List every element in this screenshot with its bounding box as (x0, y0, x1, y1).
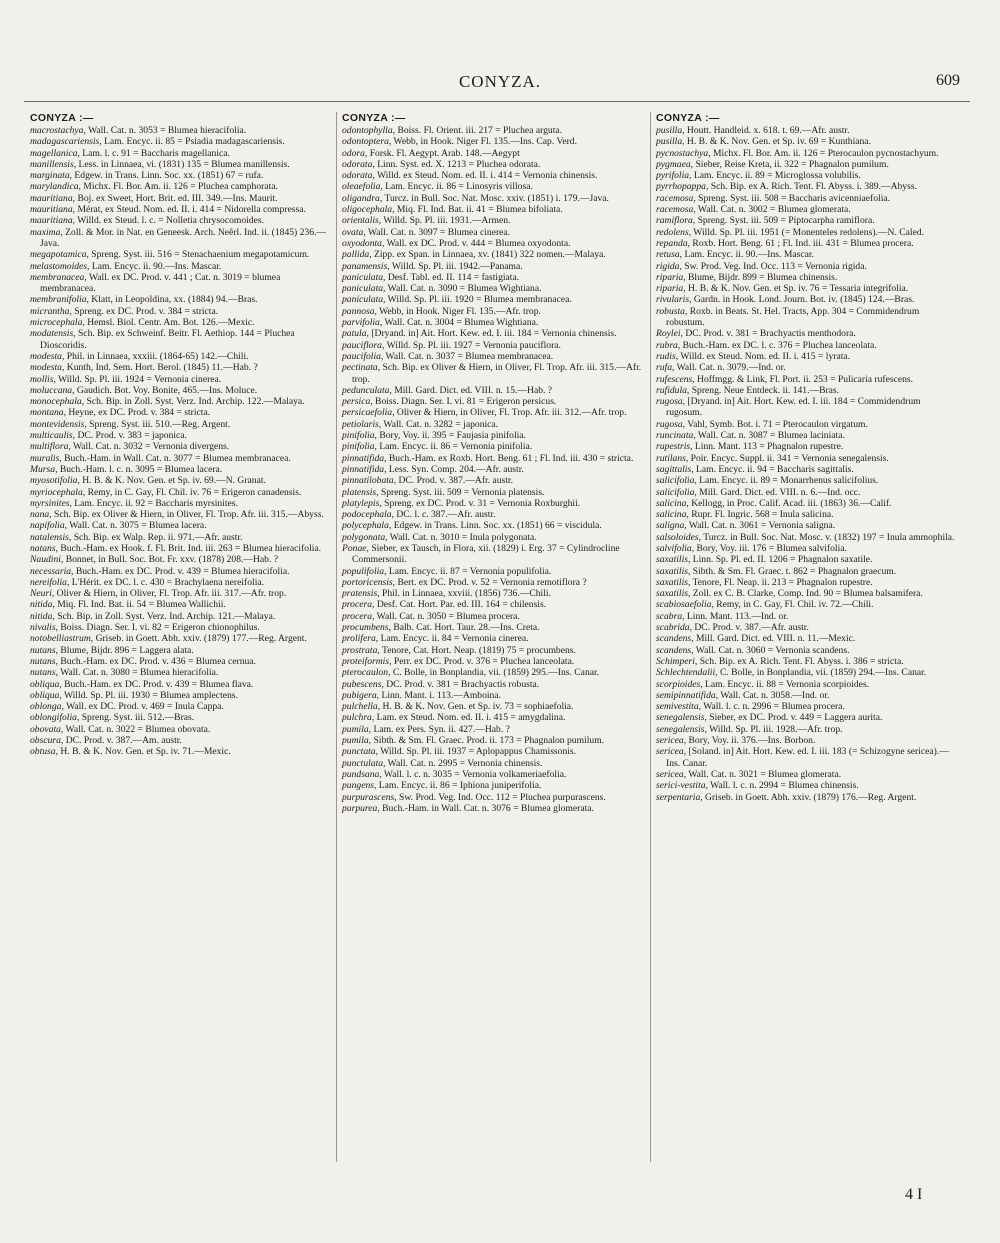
entry-list (656, 125, 956, 803)
index-entry: pundsana, Wall. l. c. n. 3035 = Vernonia volkameriaefolia. (342, 768, 567, 780)
index-entry: orientalis, Willd. Sp. Pl. iii. 1931.—Armen. (342, 215, 511, 227)
index-entry: rutilans, Poir. Encyc. Suppl. ii. 341 = Vernonia senegalensis. (656, 452, 889, 464)
index-entry: oblonga, Wall. ex DC. Prod. v. 469 = Inula Cappa. (30, 701, 224, 713)
index-entry: ovata, Wall. Cat. n. 3097 = Blumea cinerea. (342, 226, 511, 238)
index-entry: sericea, Wall. Cat. n. 3021 = Blumea glomerata. (656, 768, 842, 780)
index-entry: muralis, Buch.-Ham. in Wall. Cat. n. 3077 = Blumea membranacea. (30, 452, 291, 464)
index-entry: scabra, Linn. Mant. 113.—Ind. or. (656, 610, 789, 622)
column-heading: CONYZA :— (342, 112, 406, 124)
index-entry: modesta, Kunth, Ind. Sem. Hort. Berol. (1845) 11.—Hab. ? (30, 362, 258, 374)
index-entry: mollis, Willd. Sp. Pl. iii. 1924 = Vernonia cinerea. (30, 373, 222, 385)
index-entry: petiolaris, Wall. Cat. n. 3282 = japonica. (342, 418, 499, 430)
column-divider (650, 112, 651, 1162)
index-entry: saxatilis, Linn. Sp. Pl. ed. II. 1206 = Phagnalon saxatile. (656, 554, 873, 566)
index-entry: pectinata, Sch. Bip. ex Oliver & Hiern, in Oliver, Fl. Trop. Afr. iii. 315.—Afr. trop. (342, 362, 642, 385)
index-entry: myrsinites, Lam. Encyc. ii. 92 = Baccharis myrsinites. (30, 497, 238, 509)
running-head: CONYZA. (458, 72, 542, 91)
index-entry: micrantha, Spreng. ex DC. Prod. v. 384 = stricta. (30, 305, 219, 317)
index-entry: rufidula, Spreng. Neue Entdeck. ii. 141.—Bras. (656, 384, 840, 396)
index-entry: prostrata, Tenore, Cat. Hort. Neap. (1819) 75 = procumbens. (342, 644, 576, 656)
index-entry: pratensis, Phil. in Linnaea, xxviii. (1856) 736.—Chili. (342, 588, 551, 600)
index-entry: pusilla, H. B. & K. Nov. Gen. et Sp. iv. 69 = Kunthiana. (656, 136, 871, 148)
index-entry: oleaefolia, Lam. Encyc. ii. 86 = Linosyris villosa. (342, 181, 533, 193)
index-entry: sericea, Bory, Voy. ii. 376.—Ins. Borbon. (656, 735, 816, 747)
index-entry: obliqua, Willd. Sp. Pl. iii. 1930 = Blumea amplectens. (30, 689, 238, 701)
index-entry: pygmaea, Sieber, Reise Kreta, ii. 322 = Phagnalon pumilum. (656, 158, 889, 170)
header-rule (24, 101, 970, 102)
index-entry: persica, Boiss. Diagn. Ser. I. vi. 81 = Erigeron persicus. (342, 396, 557, 408)
index-entry: obovata, Wall. Cat. n. 3022 = Blumea obovata. (30, 723, 211, 735)
entry-list (342, 125, 644, 814)
index-entry: mauritiana, Mérat, ex Steud. Nom. ed. II. i. 414 = Nidorella compressa. (30, 204, 306, 216)
index-entry: rufa, Wall. Cat. n. 3079.—Ind. or. (656, 362, 786, 374)
index-entry: paniculata, Wall. Cat. n. 3090 = Blumea Wightiana. (342, 283, 542, 295)
index-entry: salvifolia, Bory, Voy. iii. 176 = Blumea salvifolia. (656, 542, 847, 554)
index-entry: nivalis, Boiss. Diagn. Ser. I. vi. 82 = Erigeron chionophilus. (30, 622, 260, 634)
index-entry: maxima, Zoll. & Mor. in Nat. en Geneesk. Arch. Neêrl. Ind. ii. (1845) 236.—Java. (30, 226, 327, 249)
index-entry: Schlechtendalii, C. Bolle, in Bonplandia, vii. (1859) 294.—Ins. Canar. (656, 667, 927, 679)
index-entry: rigida, Sw. Prod. Veg. Ind. Occ. 113 = Vernonia rigida. (656, 260, 867, 272)
index-entry: scandens, Wall. Cat. n. 3060 = Vernonia scandens. (656, 644, 850, 656)
column-1 (30, 112, 330, 758)
index-entry: obtusa, H. B. & K. Nov. Gen. et Sp. iv. 71.—Mexic. (30, 746, 231, 758)
index-entry: platylepis, Spreng. ex DC. Prod. v. 31 = Vernonia Roxburghii. (342, 497, 581, 509)
index-entry: modesta, Phil. in Linnaea, xxxiii. (1864-65) 142.—Chili. (30, 350, 249, 362)
index-entry: salicina, Kellogg, in Proc. Calif. Acad. iii. (1863) 36.—Calif. (656, 497, 892, 509)
index-entry: pterocaulon, C. Bolle, in Bonplandia, vii. (1859) 295.—Ins. Canar. (342, 667, 600, 679)
index-entry: panamensis, Willd. Sp. Pl. iii. 1942.—Panama. (342, 260, 523, 272)
index-entry: rubra, Buch.-Ham. ex DC. l. c. 376 = Pluchea lanceolata. (656, 339, 877, 351)
index-entry: Naudini, Bonnet, in Bull. Soc. Bot. Fr. xxv. (1878) 208.—Hab. ? (30, 554, 279, 566)
index-entry: persicaefolia, Oliver & Hiern, in Oliver, Fl. Trop. Afr. iii. 312.—Afr. trop. (342, 407, 627, 419)
index-entry: pungens, Lam. Encyc. ii. 86 = Iphiona juniperifolia. (342, 780, 542, 792)
index-entry: nutans, Blume, Bijdr. 896 = Laggera alata. (30, 644, 194, 656)
index-entry: pumila, Lam. ex Pers. Syn. ii. 427.—Hab. ? (342, 723, 510, 735)
index-entry: multiflora, Wall. Cat. n. 3032 = Vernonia divergens. (30, 441, 230, 453)
index-entry: polycephala, Edgew. in Trans. Linn. Soc. xx. (1851) 66 = viscidula. (342, 520, 602, 532)
index-entry: racemosa, Wall. Cat. n. 3002 = Blumea glomerata. (656, 204, 851, 216)
index-entry: sagittalis, Lam. Encyc. ii. 94 = Baccharis sagittalis. (656, 463, 854, 475)
index-entry: pinnatifida, Less. Syn. Comp. 204.—Afr. austr. (342, 463, 524, 475)
index-entry: necessaria, Buch.-Ham. ex DC. Prod. v. 439 = Blumea hieracifolia. (30, 565, 290, 577)
column-divider (336, 112, 337, 1162)
index-entry: montana, Heyne, ex DC. Prod. v. 384 = stricta. (30, 407, 211, 419)
page-number: 609 (936, 72, 960, 89)
index-entry: paucifolia, Wall. Cat. n. 3037 = Blumea membranacea. (342, 350, 554, 362)
index-entry: riparia, Blume, Bijdr. 899 = Blumea chinensis. (656, 271, 838, 283)
index-entry: rufescens, Hoffmgg. & Link, Fl. Port. ii. 253 = Pulicaria rufescens. (656, 373, 914, 385)
index-entry: obscura, DC. Prod. v. 387.—Am. austr. (30, 735, 182, 747)
index-entry: pinnatilobata, DC. Prod. v. 387.—Afr. austr. (342, 475, 514, 487)
index-entry: rivularis, Gardn. in Hook. Lond. Journ. Bot. iv. (1845) 124.—Bras. (656, 294, 915, 306)
index-entry: nitida, Sch. Bip. in Zoll. Syst. Verz. Ind. Archip. 121.—Malaya. (30, 610, 276, 622)
index-entry: Mursa, Buch.-Ham. l. c. n. 3095 = Blumea lacera. (30, 463, 223, 475)
index-entry: oxyodonta, Wall. ex DC. Prod. v. 444 = Blumea oxyodonta. (342, 237, 571, 249)
index-entry: myriocephala, Remy, in C. Gay, Fl. Chil. iv. 76 = Erigeron canadensis. (30, 486, 302, 498)
index-entry: purpurea, Buch.-Ham. in Wall. Cat. n. 3076 = Blumea glomerata. (342, 802, 594, 814)
index-entry: mauritiana, Willd. ex Steud. l. c. = Nolletia chrysocomoides. (30, 215, 265, 227)
index-entry: paniculata, Willd. Sp. Pl. iii. 1920 = Blumea membranacea. (342, 294, 572, 306)
entry-list (30, 125, 330, 758)
index-entry: ramiflora, Spreng. Syst. iii. 509 = Piptocarpha ramiflora. (656, 215, 875, 227)
index-entry: procera, Wall. Cat. n. 3050 = Blumea procera. (342, 610, 520, 622)
index-entry: saxatilis, Tenore, Fl. Neap. ii. 213 = Phagnalon rupestre. (656, 576, 873, 588)
index-entry: salicifolia, Lam. Encyc. ii. 89 = Monarrhenus salicifolius. (656, 475, 879, 487)
index-entry: serici-vestita, Wall. l. c. n. 2994 = Blumea chinensis. (656, 780, 859, 792)
index-entry: pauciflora, Willd. Sp. Pl. iii. 1927 = Vernonia pauciflora. (342, 339, 561, 351)
index-entry: pinifolia, Bory, Voy. ii. 395 = Faujasia pinifolia. (342, 430, 526, 442)
index-entry: odorata, Linn. Syst. ed. X. 1213 = Pluchea odorata. (342, 158, 541, 170)
index-entry: montevidensis, Spreng. Syst. iii. 510.—Reg. Argent. (30, 418, 231, 430)
index-entry: proteiformis, Perr. ex DC. Prod. v. 376 = Pluchea lanceolata. (342, 655, 575, 667)
index-entry: nutans, Wall. Cat. n. 3080 = Blumea hieracifolia. (30, 667, 219, 679)
index-entry: robusta, Roxb. in Beats. St. Hel. Tracts, App. 304 = Commidendrum robustum. (656, 305, 920, 329)
index-entry: megapotamica, Spreng. Syst. iii. 516 = Stenachaenium megapotamicum. (30, 249, 310, 261)
index-entry: natalensis, Sch. Bip. ex Walp. Rep. ii. 971.—Afr. austr. (30, 531, 243, 543)
index-entry: odontophylla, Boiss. Fl. Orient. iii. 217 = Pluchea arguta. (342, 125, 563, 136)
index-entry: pumila, Sibth. & Sm. Fl. Graec. Prod. ii. 173 = Phagnalon pumilum. (342, 735, 605, 747)
index-entry: scandens, Mill. Gard. Dict. ed. VIII. n. 11.—Mexic. (656, 633, 856, 645)
index-entry: parvifolia, Wall. Cat. n. 3004 = Blumea Wightiana. (342, 317, 539, 329)
index-entry: natans, Buch.-Ham. ex Hook. f. Fl. Brit. Ind. iii. 263 = Blumea hieracifolia. (30, 542, 322, 554)
index-entry: repanda, Roxb. Hort. Beng. 61 ; Fl. Ind. iii. 431 = Blumea procera. (656, 237, 914, 249)
index-entry: odontoptera, Webb, in Hook. Niger Fl. 135.—Ins. Cap. Verd. (342, 136, 577, 148)
index-entry: magellanica, Lam. l. c. 91 = Baccharis magellanica. (30, 147, 230, 159)
index-entry: podocephala, DC. l. c. 387.—Afr. austr. (342, 509, 496, 521)
index-entry: monocephala, Sch. Bip. in Zoll. Syst. Verz. Ind. Archip. 122.—Malaya. (30, 396, 305, 408)
index-entry: Roylei, DC. Prod. v. 381 = Brachyactis menthodora. (656, 328, 856, 340)
index-entry: membranacea, Wall. ex DC. Prod. v. 441 ; Cat. n. 3019 = blumea membranacea. (30, 271, 281, 295)
index-entry: pannosa, Webb, in Hook. Niger Fl. 135.—Afr. trop. (342, 305, 541, 317)
index-entry: odorata, Willd. ex Steud. Nom. ed. II. i. 414 = Vernonia chinensis. (342, 170, 598, 182)
index-entry: semipinnatifida, Wall. Cat. n. 3058.—Ind. or. (656, 689, 830, 701)
index-entry: rugosa, [Dryand. in] Ait. Hort. Kew. ed. I. iii. 184 = Commidendrum rugosum. (656, 396, 921, 419)
index-entry: paniculata, Desf. Tabl. ed. II. 114 = fastigiata. (342, 271, 520, 283)
index-entry: pedunculata, Mill. Gard. Dict. ed. VIII. n. 15.—Hab. ? (342, 384, 553, 396)
index-entry: polygonata, Wall. Cat. n. 3010 = Inula polygonata. (342, 531, 537, 543)
column-2 (342, 112, 644, 814)
index-entry: pulchella, H. B. & K. Nov. Gen. et Sp. iv. 73 = sophiaefolia. (342, 701, 574, 713)
index-entry: sericea, [Soland. in] Ait. Hort. Kew. ed. I. iii. 183 (= Schizogyne sericea).—Ins. Canar. (656, 746, 949, 769)
index-entry: semivestita, Wall. l. c. n. 2996 = Blumea procera. (656, 701, 845, 713)
index-entry: punctulata, Wall. Cat. n. 2995 = Vernonia chinensis. (342, 757, 543, 769)
index-entry: nereifolia, L'Hérit. ex DC. l. c. 430 = Brachylaena nereifolia. (30, 576, 265, 588)
index-entry: obliqua, Buch.-Ham. ex DC. Prod. v. 439 = Blumea flava. (30, 678, 254, 690)
index-entry: rudis, Willd. ex Steud. Nom. ed. II. i. 415 = lyrata. (656, 350, 851, 362)
column-3 (656, 112, 956, 803)
index-entry: runcinata, Wall. Cat. n. 3087 = Blumea laciniata. (656, 430, 845, 442)
index-entry: rugosa, Vahl, Symb. Bot. i. 71 = Pterocaulon virgatum. (656, 418, 868, 430)
index-entry: pallida, Zipp. ex Span. in Linnaea, xv. (1841) 322 nomen.—Malaya. (342, 249, 606, 261)
index-entry: scabiosaefolia, Remy, in C. Gay, Fl. Chil. iv. 72.—Chili. (656, 599, 874, 611)
index-entry: scorpioides, Lam. Encyc. ii. 88 = Vernonia scorpioides. (656, 678, 870, 690)
index-entry: prolifera, Lam. Encyc. ii. 84 = Vernonia cinerea. (342, 633, 529, 645)
index-entry: multicaulis, DC. Prod. v. 383 = japonica. (30, 430, 187, 442)
index-entry: platensis, Spreng. Syst. iii. 509 = Vernonia platensis. (342, 486, 545, 498)
signature-mark: 4 I (905, 1186, 923, 1203)
index-entry: oligandra, Turcz. in Bull. Soc. Nat. Mosc. xxiv. (1851) i. 179.—Java. (342, 192, 609, 204)
index-entry: salicifolia, Mill. Gard. Dict. ed. VIII. n. 6.—Ind. occ. (656, 486, 861, 498)
index-entry: saxatilis, Sibth. & Sm. Fl. Graec. t. 862 = Phagnalon graecum. (656, 565, 897, 577)
index-entry: modatensis, Sch. Bip. ex Schweinf. Beitr. Fl. Aethiop. 144 = Pluchea Dioscoridis. (30, 328, 295, 351)
index-entry: moluccana, Gaudich. Bot. Voy. Bonite, 465.—Ins. Moluce. (30, 384, 258, 396)
index-entry: saligna, Wall. Cat. n. 3061 = Vernonia saligna. (656, 520, 836, 532)
index-entry: pyrifolia, Lam. Encyc. ii. 89 = Microglossa volubilis. (656, 170, 861, 182)
column-heading: CONYZA :— (30, 112, 94, 124)
index-entry: salsoloides, Turcz. in Bull. Soc. Nat. Mosc. v. (1832) 197 = Inula ammophila. (656, 531, 955, 543)
index-entry: madagascariensis, Lam. Encyc. ii. 85 = Psiadia madagascariensis. (30, 136, 285, 148)
index-entry: saxatilis, Zoll. ex C. B. Clarke, Comp. Ind. 90 = Blumea balsamifera. (656, 588, 923, 600)
index-entry: Ponae, Sieber, ex Tausch, in Flora, xii. (1829) i. Erg. 37 = Cylindrocline Commersonii. (342, 542, 620, 566)
index-entry: mauritiana, Boj. ex Sweet, Hort. Brit. ed. III. 349.—Ins. Maurit. (30, 192, 278, 204)
index-entry: oblongifolia, Spreng. Syst. iii. 512.—Bras. (30, 712, 195, 724)
index-entry: notobelliastrum, Griseb. in Goett. Abh. xxiv. (1879) 177.—Reg. Argent. (30, 633, 307, 645)
index-entry: populifolia, Lam. Encyc. ii. 87 = Vernonia populifolia. (342, 565, 552, 577)
index-entry: microcephala, Hemsl. Biol. Centr. Am. Bot. 126.—Mexic. (30, 317, 255, 329)
index-entry: nitida, Miq. Fl. Ind. Bat. ii. 54 = Blumea Wallichii. (30, 599, 226, 611)
index-entry: pubigera, Linn. Mant. i. 113.—Amboina. (342, 689, 502, 701)
index-entry: racemosa, Spreng. Syst. iii. 508 = Baccharis avicenniaefolia. (656, 192, 891, 204)
index-entry: myosotifolia, H. B. & K. Nov. Gen. et Sp. iv. 69.—N. Granat. (30, 475, 266, 487)
index-entry: senegalensis, Sieber, ex DC. Prod. v. 449 = Laggera aurita. (656, 712, 883, 724)
index-entry: procera, Desf. Cat. Hort. Par. ed. III. 164 = chilensis. (342, 599, 547, 611)
index-entry: scabrida, DC. Prod. v. 387.—Afr. austr. (656, 622, 809, 634)
index-entry: Neuri, Oliver & Hiern, in Oliver, Fl. Trop. Afr. iii. 317.—Afr. trop. (30, 588, 287, 600)
index-entry: salicina, Rupr. Fl. Ingric. 568 = Inula salicina. (656, 509, 834, 521)
index-entry: oligocephala, Miq. Fl. Ind. Bat. ii. 41 = Blumea bifoliata. (342, 204, 563, 216)
index-entry: Schimperi, Sch. Bip. ex A. Rich. Tent. Fl. Abyss. i. 386 = stricta. (656, 655, 904, 667)
index-entry: odora, Forsk. Fl. Aegypt. Arab. 148.—Aegypt (342, 147, 520, 159)
index-entry: pubescens, DC. Prod. v. 381 = Brachyactis robusta. (342, 678, 540, 690)
index-entry: purpurascens, Sw. Prod. Veg. Ind. Occ. 112 = Pluchea purpurascens. (342, 791, 606, 803)
index-entry: redolens, Willd. Sp. Pl. iii. 1951 (= Monenteles redolens).—N. Caled. (656, 226, 925, 238)
index-entry: pycnostachya, Michx. Fl. Bor. Am. ii. 126 = Pterocaulon pycnostachyum. (656, 147, 939, 159)
index-entry: riparia, H. B. & K. Nov. Gen. et Sp. iv. 76 = Tessaria integrifolia. (656, 283, 909, 295)
index-entry: membranifolia, Klatt, in Leopoldina, xx. (1884) 94.—Bras. (30, 294, 258, 306)
column-heading: CONYZA :— (656, 112, 720, 124)
index-entry: rupestris, Linn. Mant. 113 = Phagnalon rupestre. (656, 441, 844, 453)
index-entry: portoricensis, Bert. ex DC. Prod. v. 52 = Vernonia remotiflora ? (342, 576, 587, 588)
index-entry: pusilla, Houtt. Handleid. x. 618. t. 69.—Afr. austr. (656, 125, 850, 136)
index-entry: marginata, Edgew. in Trans. Linn. Soc. xx. (1851) 67 = rufa. (30, 170, 264, 182)
index-entry: pinnatifida, Buch.-Ham. ex Roxb. Hort. Beng. 61 ; Fl. Ind. iii. 430 = stricta. (342, 452, 634, 464)
index-entry: napifolia, Wall. Cat. n. 3075 = Blumea lacera. (30, 520, 207, 532)
index-entry: nana, Sch. Bip. ex Oliver & Hiern, in Oliver, Fl. Trop. Afr. iii. 315.—Abyss. (30, 509, 324, 521)
index-entry: serpentaria, Griseb. in Goett. Abh. xxiv. (1879) 176.—Reg. Argent. (656, 791, 917, 803)
index-entry: marylandica, Michx. Fl. Bor. Am. ii. 126 = Pluchea camphorata. (30, 181, 278, 193)
index-entry: manillensis, Less. in Linnaea, vi. (1831) 135 = Blumea manillensis. (30, 158, 290, 170)
index-entry: pinifolia, Lam. Encyc. ii. 86 = Vernonia pinifolia. (342, 441, 533, 453)
index-entry: pyrrhopappa, Sch. Bip. ex A. Rich. Tent. Fl. Abyss. i. 389.—Abyss. (656, 181, 917, 193)
index-entry: retusa, Lam. Encyc. ii. 90.—Ins. Mascar. (656, 249, 814, 261)
index-entry: punctata, Willd. Sp. Pl. iii. 1937 = Aplopappus Chamissonis. (342, 746, 577, 758)
index-entry: patula, [Dryand. in] Ait. Hort. Kew. ed. I. iii. 184 = Vernonia chinensis. (342, 328, 617, 340)
index-entry: melastomoides, Lam. Encyc. ii. 90.—Ins. Mascar. (30, 260, 222, 272)
index-entry: nutans, Buch.-Ham. ex DC. Prod. v. 436 = Blumea cernua. (30, 655, 256, 667)
index-entry: senegalensis, Willd. Sp. Pl. iii. 1928.—Afr. trop. (656, 723, 843, 735)
index-entry: procumbens, Balb. Cat. Hort. Taur. 28.—Ins. Creta. (342, 622, 540, 634)
index-entry: pulchra, Lam. ex Steud. Nom. ed. II. i. 415 = amygdalina. (342, 712, 566, 724)
index-entry: macrostachya, Wall. Cat. n. 3053 = Blumea hieracifolia. (30, 125, 247, 136)
